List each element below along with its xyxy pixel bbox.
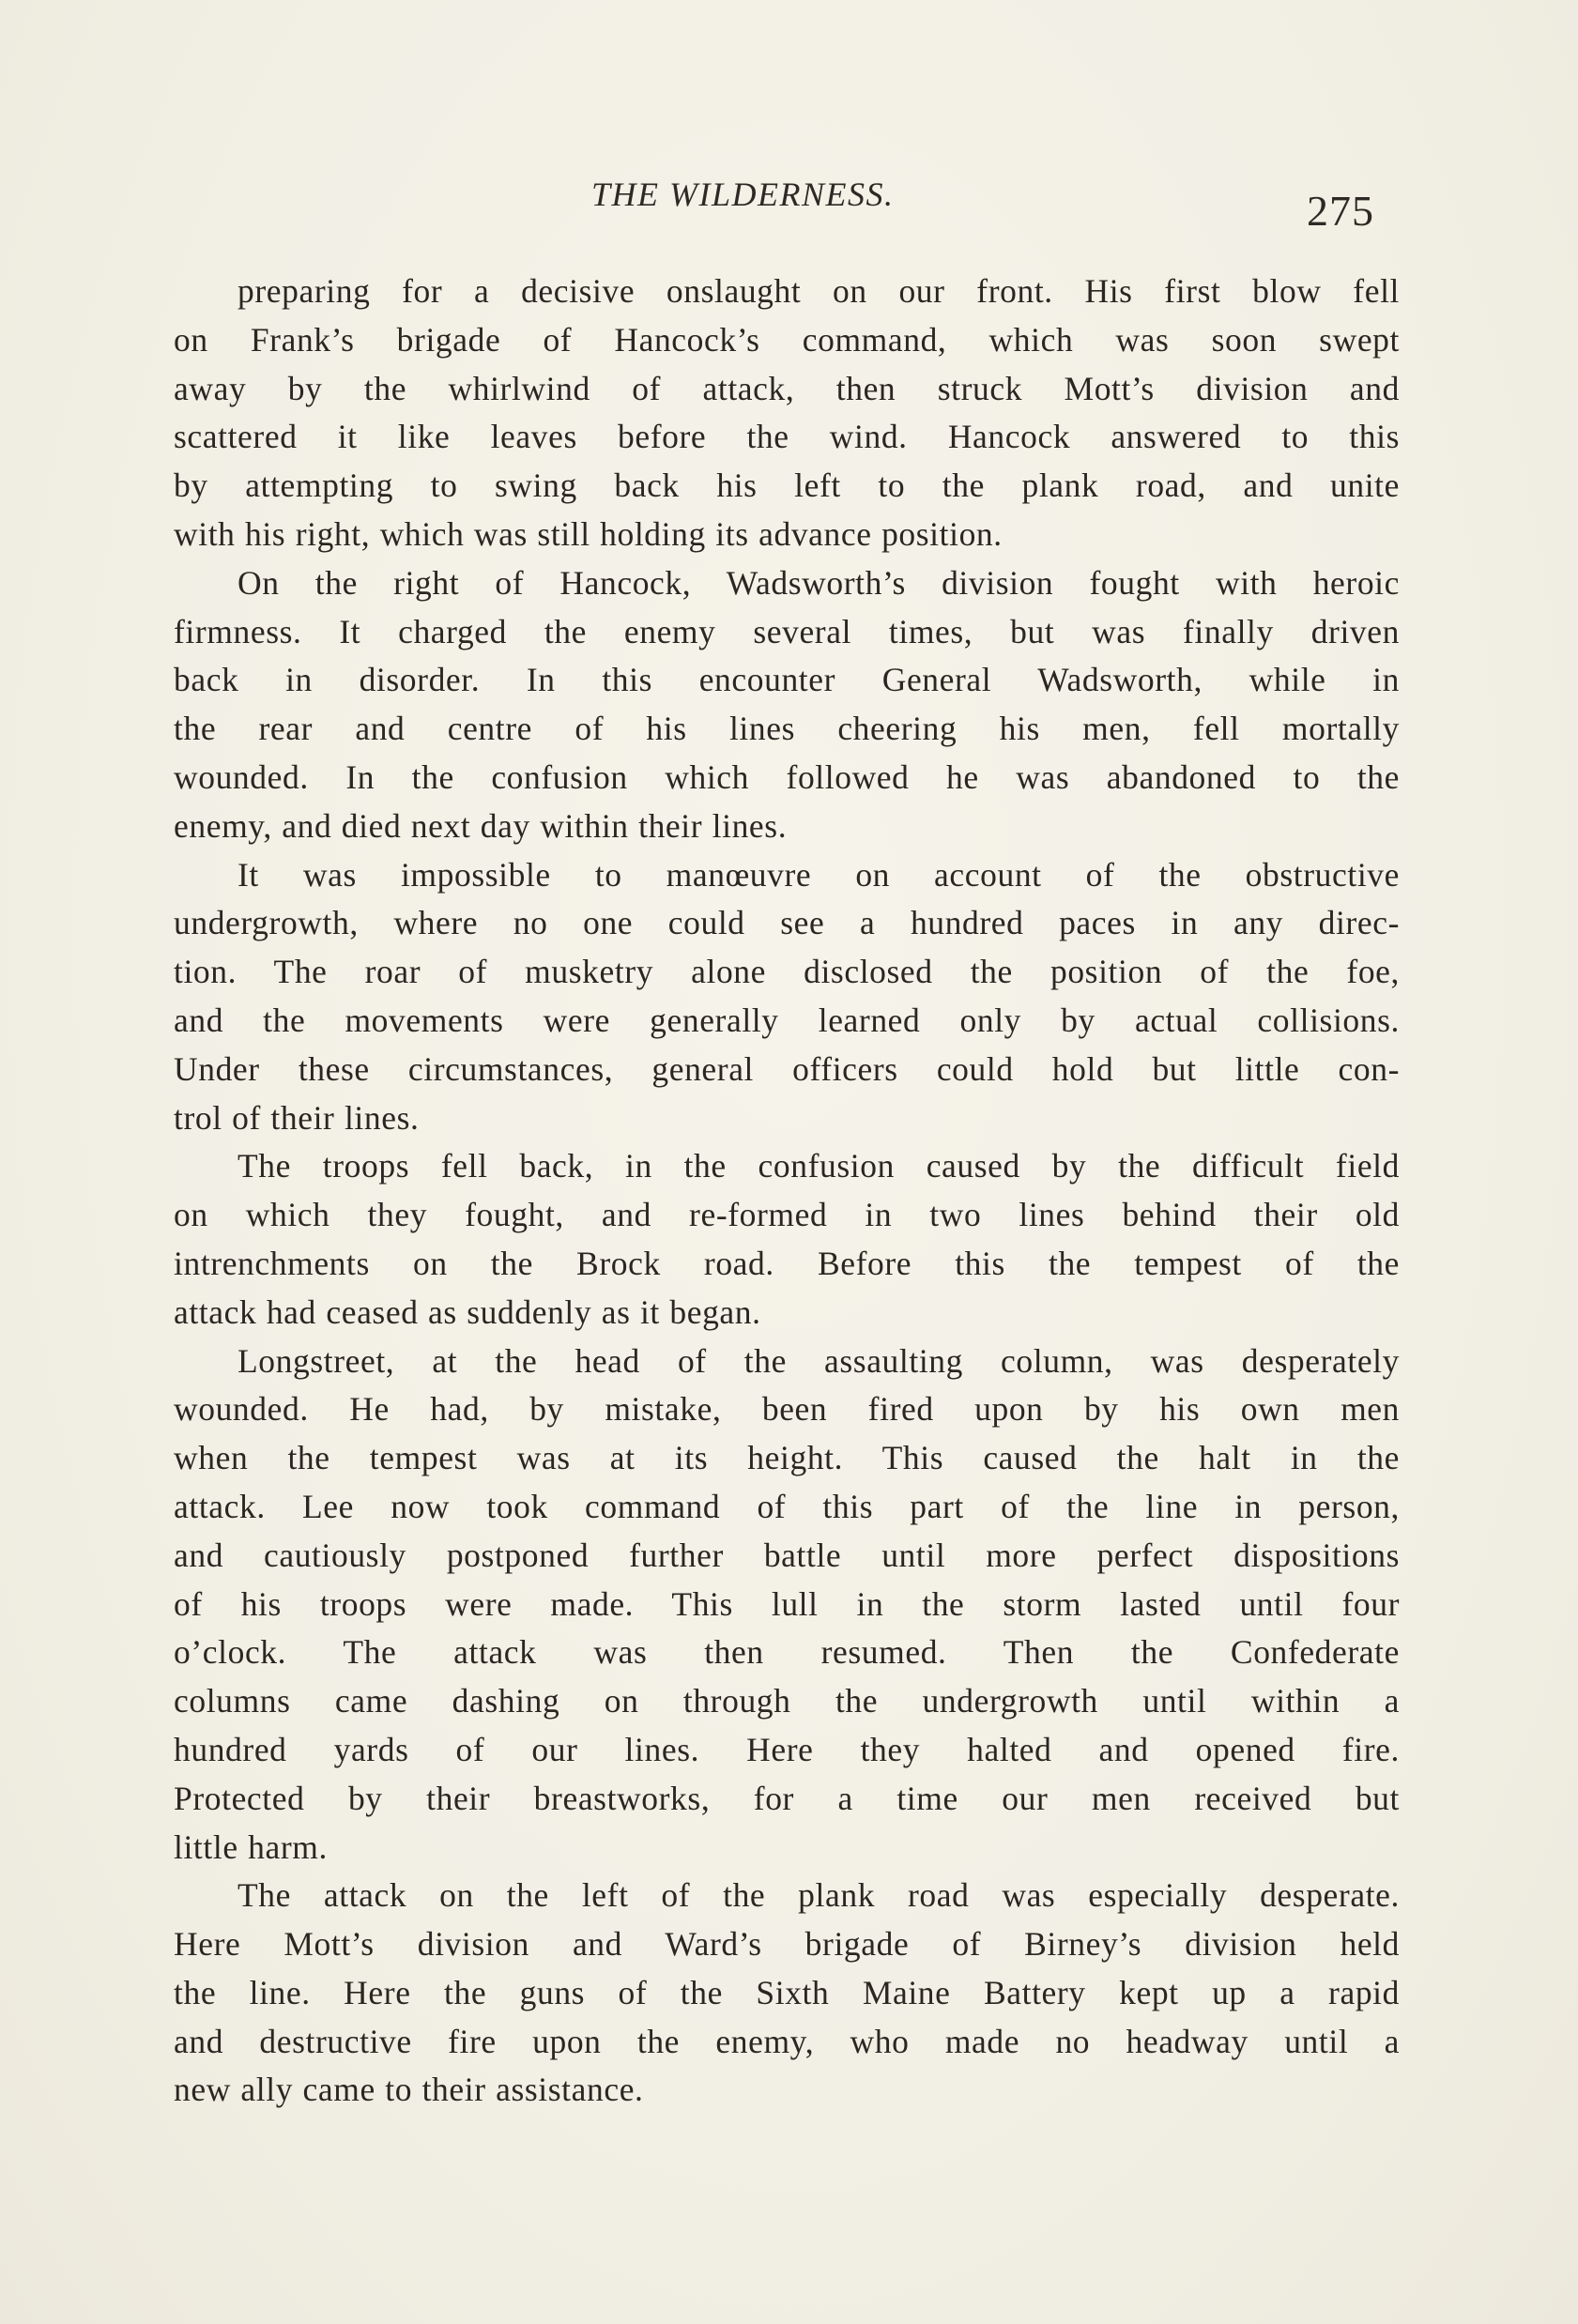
text-line: wounded. In the confusion which followed he was abandoned to the	[174, 757, 1400, 796]
chapter-title: THE WILDERNESS.	[591, 176, 895, 213]
text-line: enemy, and died next day within their lines.	[174, 806, 788, 845]
text-line: and cautiously postponed further battle until more perfect dispositions	[174, 1536, 1400, 1574]
text-line: undergrowth, where no one could see a hundred paces in any direc-	[174, 904, 1400, 942]
text-line: tion. The roar of musketry alone disclosed the position of the foe,	[174, 953, 1400, 991]
text-line: little harm.	[174, 1827, 328, 1866]
text-line: Protected by their breastworks, for a time our men received but	[174, 1779, 1400, 1817]
paragraph	[174, 1872, 1400, 2115]
text-line: on Frank’s brigade of Hancock’s command, which was soon swept	[174, 320, 1400, 359]
text-line: attack had ceased as suddenly as it began.	[174, 1292, 761, 1331]
text-line: wounded. He had, by mistake, been fired upon by his own men	[174, 1390, 1400, 1429]
body-text	[174, 268, 1400, 2115]
text-line: and the movements were generally learned only by actual collisions.	[174, 1001, 1400, 1039]
text-line: the line. Here the guns of the Sixth Maine Battery kept up a rapid	[174, 1973, 1400, 2011]
paragraph	[174, 1338, 1400, 1873]
text-line: with his right, which was still holding its advance position.	[174, 514, 1003, 553]
text-line: when the tempest was at its height. This caused the halt in the	[174, 1439, 1400, 1477]
text-line: o’clock. The attack was then resumed. Then the Confederate	[174, 1633, 1400, 1672]
text-line: back in disorder. In this encounter General Wadsworth, while in	[174, 661, 1400, 699]
text-line: of his troops were made. This lull in the storm lasted until four	[174, 1584, 1400, 1623]
text-line: trol of their lines.	[174, 1098, 420, 1137]
text-line: on which they fought, and re-formed in two lines behind their old	[174, 1196, 1400, 1234]
paragraph	[174, 1142, 1400, 1337]
paragraph	[174, 559, 1400, 851]
text-line: It was impossible to manœuvre on account of the obstructive	[237, 855, 1400, 894]
text-line: attack. Lee now took command of this part of the line in person,	[174, 1487, 1400, 1525]
text-line: new ally came to their assistance.	[174, 2071, 644, 2109]
text-line: Under these circumstances, general officers could hold but little con-	[174, 1049, 1400, 1088]
text-line: Longstreet, at the head of the assaulting column, was desperately	[237, 1341, 1400, 1380]
page-number: 275	[1307, 187, 1374, 235]
text-line: The troops fell back, in the confusion caused by the difficult field	[237, 1147, 1400, 1185]
text-line: the rear and centre of his lines cheering his men, fell mortally	[174, 710, 1400, 748]
text-line: scattered it like leaves before the wind. Hancock answered to this	[174, 418, 1400, 456]
paragraph	[174, 851, 1400, 1143]
text-line: The attack on the left of the plank road was especially desperate.	[237, 1876, 1400, 1915]
text-line: On the right of Hancock, Wadsworth’s division fought with heroic	[237, 563, 1400, 602]
paragraph	[174, 268, 1400, 559]
running-head	[0, 175, 1578, 235]
text-line: by attempting to swing back his left to the plank road, and unite	[174, 466, 1400, 505]
text-line: and destructive fire upon the enemy, who made no headway until a	[174, 2022, 1400, 2060]
text-line: firmness. It charged the enemy several times, but was finally driven	[174, 612, 1400, 650]
text-line: preparing for a decisive onslaught on our front. His first blow fell	[237, 272, 1400, 310]
text-line: columns came dashing on through the undergrowth until within a	[174, 1682, 1400, 1720]
text-line: Here Mott’s division and Ward’s brigade of Birney’s division held	[174, 1925, 1400, 1964]
text-line: away by the whirlwind of attack, then struck Mott’s division and	[174, 369, 1400, 407]
text-line: intrenchments on the Brock road. Before this the tempest of the	[174, 1244, 1400, 1282]
text-line: hundred yards of our lines. Here they halted and opened fire.	[174, 1730, 1400, 1768]
